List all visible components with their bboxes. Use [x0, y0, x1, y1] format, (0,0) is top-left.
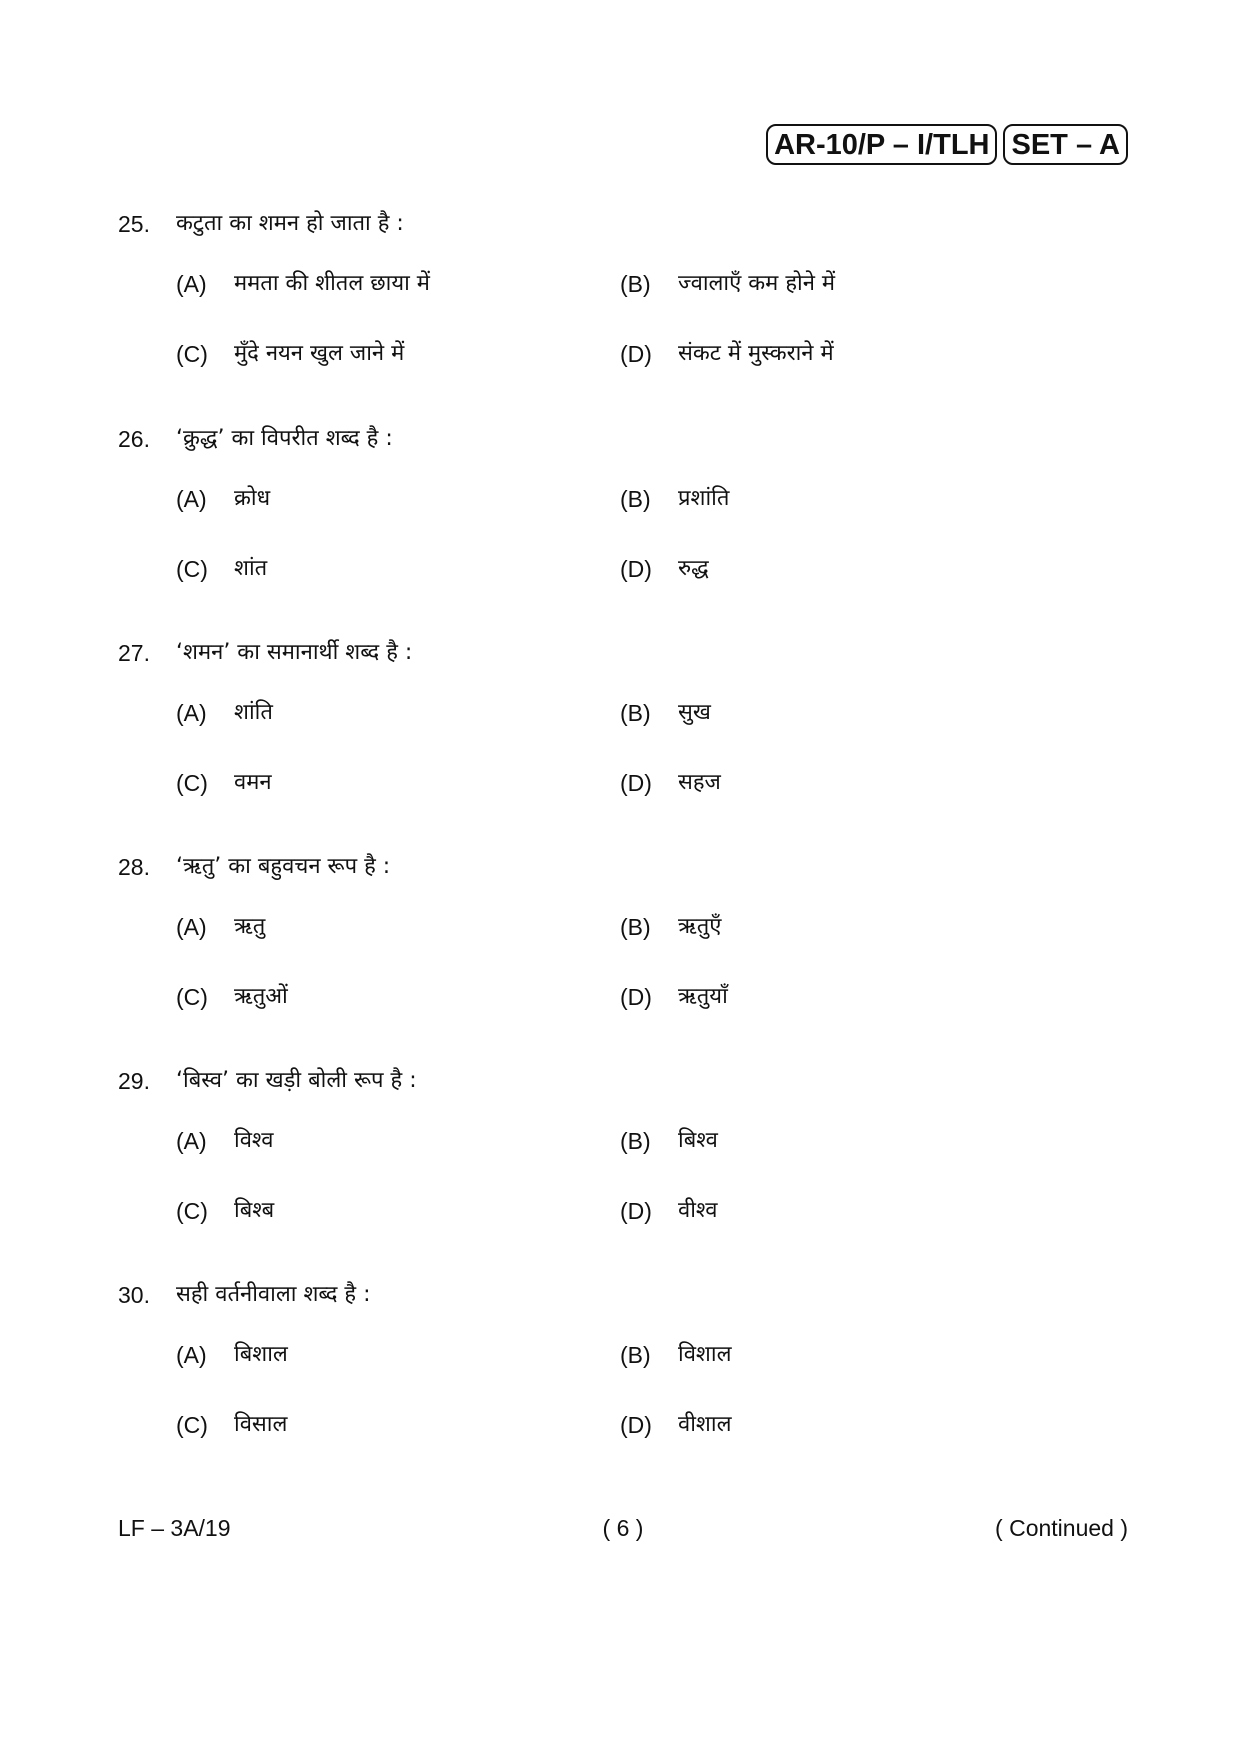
- option-b: [620, 484, 729, 514]
- option-text: ऋतु: [234, 914, 266, 939]
- option-letter: (B): [620, 914, 651, 940]
- options-grid: [118, 698, 1128, 838]
- option-c: [176, 1196, 274, 1226]
- option-a: [176, 912, 265, 942]
- option-text: ममता की शीतल छाया में: [234, 271, 430, 296]
- option-d: [620, 768, 721, 798]
- option-text: ज्वालाएँ कम होने में: [678, 271, 836, 296]
- option-a: [176, 1126, 274, 1156]
- option-a: [176, 269, 430, 299]
- option-letter: (B): [620, 271, 651, 297]
- question-number: 28.: [118, 854, 150, 880]
- option-text: सहज: [678, 770, 721, 795]
- options-grid: [118, 1340, 1128, 1480]
- question-number: 26.: [118, 426, 150, 452]
- option-letter: (B): [620, 486, 651, 512]
- option-text: विशाल: [678, 1342, 732, 1367]
- option-text: रुद्ध: [678, 556, 709, 581]
- continued-label: ( Continued ): [995, 1515, 1128, 1541]
- option-letter: (B): [620, 1128, 651, 1154]
- option-a: [176, 698, 273, 728]
- set-code-box: SET – A: [1003, 124, 1128, 165]
- option-d: [620, 982, 728, 1012]
- option-d: [620, 1410, 732, 1440]
- question-text: ‘क्रुद्ध’ का विपरीत शब्द है :: [176, 426, 393, 451]
- paper-code-box: AR-10/P – I/TLH: [766, 124, 997, 165]
- option-text: ऋतुएँ: [678, 914, 722, 939]
- options-grid: [118, 269, 1128, 409]
- option-text: ऋतुयाँ: [678, 984, 728, 1009]
- paper-header: [766, 124, 1128, 165]
- question-26: [118, 424, 1128, 624]
- footer-code: LF – 3A/19: [118, 1515, 231, 1541]
- option-letter: (A): [176, 1342, 207, 1368]
- option-text: सुख: [678, 700, 711, 725]
- question-28: [118, 852, 1128, 1052]
- option-letter: (A): [176, 271, 207, 297]
- question-text: ‘बिस्व’ का खड़ी बोली रूप है :: [176, 1068, 417, 1093]
- options-grid: [118, 1126, 1128, 1266]
- option-b: [620, 698, 711, 728]
- option-letter: (C): [176, 341, 208, 367]
- option-text: बिशाल: [234, 1342, 288, 1367]
- option-letter: (A): [176, 914, 207, 940]
- option-d: [620, 339, 834, 369]
- option-letter: (D): [620, 1412, 652, 1438]
- option-text: प्रशांति: [678, 486, 730, 511]
- question-30: [118, 1280, 1128, 1480]
- option-text: बिश्व: [678, 1128, 718, 1153]
- option-text: वीश्व: [678, 1198, 718, 1223]
- option-c: [176, 768, 272, 798]
- option-a: [176, 484, 270, 514]
- option-letter: (C): [176, 984, 208, 1010]
- question-number: 27.: [118, 640, 150, 666]
- option-letter: (D): [620, 770, 652, 796]
- question-text: कटुता का शमन हो जाता है :: [176, 211, 404, 236]
- option-letter: (B): [620, 1342, 651, 1368]
- option-a: [176, 1340, 288, 1370]
- option-text: शांत: [234, 556, 268, 581]
- option-text: वीशाल: [678, 1412, 732, 1437]
- question-27: [118, 638, 1128, 838]
- option-c: [176, 1410, 287, 1440]
- option-b: [620, 1340, 732, 1370]
- option-letter: (A): [176, 700, 207, 726]
- option-b: [620, 912, 721, 942]
- question-number: 30.: [118, 1282, 150, 1308]
- options-grid: [118, 912, 1128, 1052]
- page-footer: [118, 1513, 1128, 1543]
- option-letter: (D): [620, 556, 652, 582]
- question-29: [118, 1066, 1128, 1266]
- question-text: सही वर्तनीवाला शब्द है :: [176, 1282, 371, 1307]
- option-text: वमन: [234, 770, 272, 795]
- option-text: विश्व: [234, 1128, 274, 1153]
- option-text: शांति: [234, 700, 273, 725]
- option-letter: (D): [620, 1198, 652, 1224]
- option-d: [620, 1196, 718, 1226]
- option-letter: (D): [620, 984, 652, 1010]
- question-text: ‘ऋतु’ का बहुवचन रूप है :: [176, 854, 391, 879]
- option-d: [620, 554, 709, 584]
- question-text: ‘शमन’ का समानार्थी शब्द है :: [176, 640, 413, 665]
- option-text: बिश्ब: [234, 1198, 275, 1223]
- option-letter: (C): [176, 1412, 208, 1438]
- option-c: [176, 554, 267, 584]
- option-c: [176, 982, 288, 1012]
- option-letter: (D): [620, 341, 652, 367]
- option-b: [620, 269, 835, 299]
- option-letter: (B): [620, 700, 651, 726]
- option-text: मुँदे नयन खुल जाने में: [234, 341, 405, 366]
- option-letter: (A): [176, 486, 207, 512]
- option-text: संकट में मुस्कराने में: [678, 341, 834, 366]
- option-letter: (C): [176, 770, 208, 796]
- option-text: क्रोध: [234, 486, 271, 511]
- option-text: विसाल: [234, 1412, 288, 1437]
- options-grid: [118, 484, 1128, 624]
- option-letter: (C): [176, 556, 208, 582]
- page-number: ( 6 ): [602, 1515, 644, 1541]
- option-b: [620, 1126, 718, 1156]
- option-c: [176, 339, 404, 369]
- question-25: [118, 209, 1128, 409]
- option-letter: (C): [176, 1198, 208, 1224]
- option-letter: (A): [176, 1128, 207, 1154]
- question-number: 29.: [118, 1068, 150, 1094]
- option-text: ऋतुओं: [234, 984, 288, 1009]
- question-number: 25.: [118, 211, 150, 237]
